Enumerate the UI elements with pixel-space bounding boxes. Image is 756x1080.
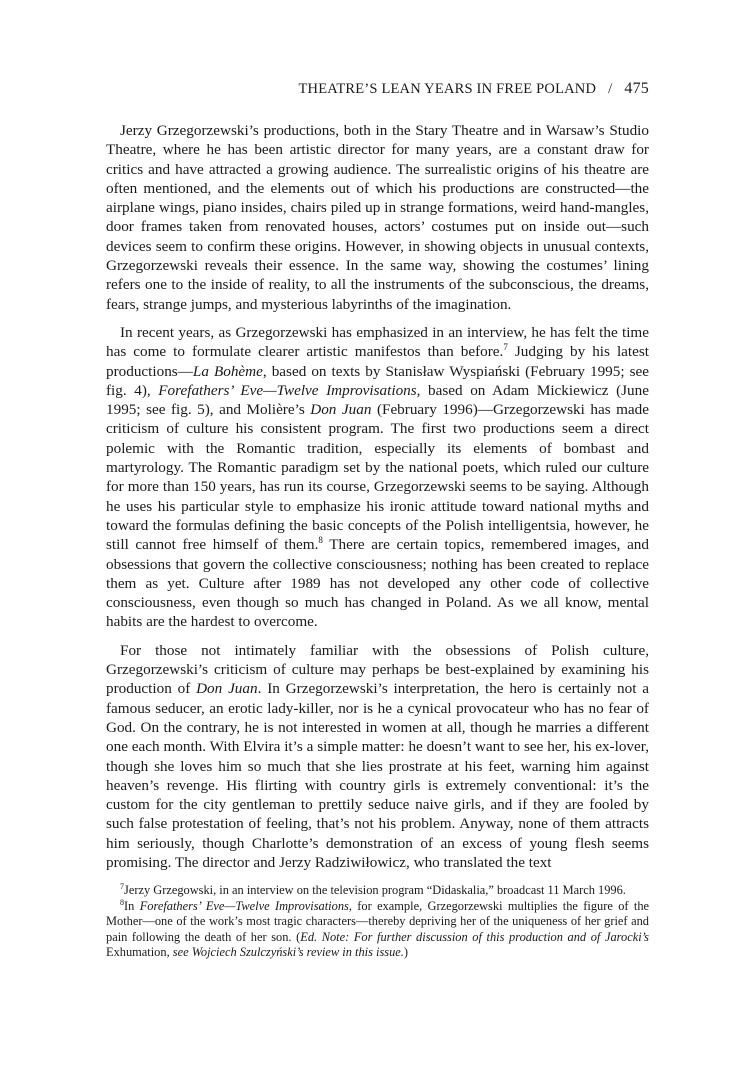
footnote-7-marker: 7 xyxy=(120,882,124,891)
paragraph-2-text-b: Judging by his latest productions— xyxy=(106,343,650,380)
paragraph-1: Jerzy Grzegorzewski’s productions, both in the Stary Theatre and in Warsaw’s Studio Theatre, where he has been artistic director for many years, are a constant draw for critics and have attracted a growing audience. The surrealistic origins of his theatre are often mentioned, and the elements out of which his productions are constructed—the airplane wings, piano insides, chairs piled up in strange formations, weird hand-mangles, door frames taken from renovated houses, actors’ costumes put on inside out—such devices seem to confirm these origins. However, in showing objects in unusual contexts, Grzegorzewski reveals their essence. In the same way, showing the costumes’ lining refers one to the inside of reality, to all the instruments of the subconscious, the dreams, fears, strange jumps, and mysterious labyrinths of the imagination. xyxy=(106,122,649,313)
running-head xyxy=(106,80,649,98)
footnote-7 xyxy=(106,883,649,899)
footnote-7-text: Jerzy Grzegowski, in an interview on the television program “Didaskalia,” broadcast 11 March 1996. xyxy=(124,883,626,897)
paragraph-2-text-c: , based on texts by Stanisław Wyspiański (February 1995; see fig. 4), xyxy=(106,362,649,399)
running-title: THEATRE’S LEAN YEARS IN FREE POLAND xyxy=(298,81,597,97)
footnotes xyxy=(106,883,649,961)
body-text xyxy=(106,121,649,881)
footnote-8-text-a: In xyxy=(124,898,140,913)
footnote-8 xyxy=(106,899,649,961)
paragraph-2-text-e: (February 1996)—Grzegorzewski has made criticism of culture his consistent program. The first two productions seem a direct polemic with the Romantic tradition, especially its elements of bombast and martyrology. The Romantic paradigm set by the national poets, which ruled our culture for more than 150 years, has run its course, Grzegorzewski seems to be saying. Although he uses his particular style to emphasize his ironic attitude toward national myths and toward the formulas defining the basic concepts of the Polish intelligentsia, however, he still cannot free himself of them. xyxy=(106,401,649,554)
title-exhumation: Exhumation xyxy=(106,945,167,960)
paragraph-2-text-d: , based on Adam Mickiewicz (June 1995; see fig. 5), and Molière’s xyxy=(106,381,649,419)
page-number: 475 xyxy=(624,80,649,97)
title-forefathers-eve: Forefathers’ Eve—Twelve Improvisations xyxy=(139,898,349,913)
footnote-8-close: ) xyxy=(403,945,409,960)
paragraph-3 xyxy=(106,641,649,873)
title-forefathers-eve: Forefathers’ Eve—Twelve Improvisations xyxy=(158,381,417,399)
paragraph-2-text-f: There are certain topics, remembered images, and obsessions that govern the collective consciousness; nothing has been created to replace them as yet. Culture after 1989 has not developed any other code of collective consciousness, even though so much has changed in Poland. As we all know, mental habits are the hardest to overcome. xyxy=(106,536,649,631)
title-la-boheme: La Bohème xyxy=(192,362,263,380)
title-don-juan: Don Juan xyxy=(310,401,372,419)
footnote-ref-8: 8 xyxy=(318,535,323,546)
editor-note-end: , see Wojciech Szulczyński’s review in this issue. xyxy=(166,945,404,960)
paragraph-3-text-b: . In Grzegorzewski’s interpretation, the hero is certainly not a famous seducer, an erotic lady-killer, nor is he a cynical provocateur who has no fear of God. On the contrary, he is not interested in women at all, though he marries a different one each month. With Elvira it’s a simple matter: he doesn’t want to see her, his ex-lover, though she loves him so much that she lies prostrate at his feet, warning him against heaven’s revenge. His flirting with country girls is extremely conventional: it’s the custom for the city gentleman to prettily seduce naive girls, and if they are fooled by such false protestation of feeling, that’s not his problem. Anyway, none of them attracts him seriously, though Charlotte’s demonstration of an excess of young flesh seems promising. The director and Jerzy Radziwiłowicz, who translated the text xyxy=(106,680,649,871)
footnote-8-marker: 8 xyxy=(120,897,124,907)
footnote-8-text-b: , for example, Grzegorzewski multiplies the figure of the Mother—one of the work’s most tragic characters—thereby depriving her of the uniqueness of her grief and pain following the death of her son. ( xyxy=(106,898,650,944)
editor-note: Ed. Note: For further discussion of this production and of Jarocki’s xyxy=(300,929,650,944)
paragraph-2-text-a: In recent years, as Grzegorzewski has emphasized in an interview, he has felt the time has come to formulate clearer artistic manifestos than before. xyxy=(106,323,649,361)
footnote-ref-7: 7 xyxy=(503,342,508,353)
paragraph-3-text-a: For those not intimately familiar with the obsessions of Polish culture, Grzegorzewski’s criticism of culture may perhaps be best-explained by examining his production of xyxy=(106,641,649,698)
title-don-juan: Don Juan xyxy=(196,680,258,698)
paragraph-2 xyxy=(106,323,649,632)
header-separator: / xyxy=(608,81,613,97)
